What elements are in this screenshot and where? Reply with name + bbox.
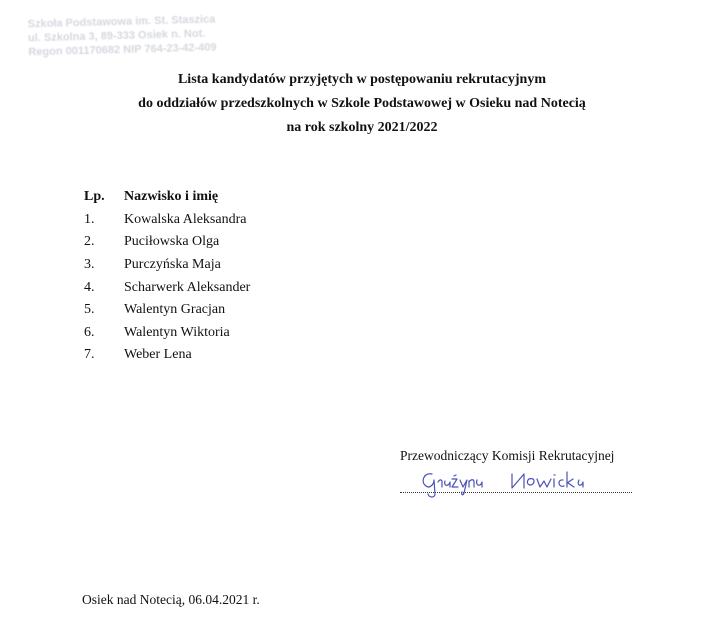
item-name: Puciłowska Olga bbox=[124, 234, 220, 250]
list-item bbox=[84, 344, 250, 367]
item-name: Kowalska Aleksandra bbox=[124, 211, 247, 227]
header-name: Nazwisko i imię bbox=[124, 189, 219, 205]
item-number: 3. bbox=[84, 257, 95, 273]
list-item bbox=[84, 322, 250, 345]
stamp-line: Szkoła Podstawowa im. St. Staszica bbox=[27, 13, 216, 31]
stamp-line: Regon 001170682 NIP 764-23-42-409 bbox=[28, 41, 217, 59]
list-item bbox=[84, 299, 250, 322]
item-number: 4. bbox=[84, 279, 95, 295]
handwritten-signature bbox=[418, 466, 598, 500]
item-number: 6. bbox=[84, 324, 95, 340]
place-and-date: Osiek nad Notecią, 06.04.2021 r. bbox=[82, 592, 260, 607]
list-item bbox=[84, 231, 250, 254]
stamp-line: ul. Szkolna 3, 89-333 Osiek n. Not. bbox=[27, 27, 206, 45]
list-item bbox=[84, 276, 250, 299]
item-name: Walentyn Wiktoria bbox=[124, 324, 230, 340]
candidate-list bbox=[84, 186, 250, 367]
title-line: Lista kandydatów przyjętych w postępowaniu rekrutacyjnym bbox=[177, 72, 547, 87]
header-number: Lp. bbox=[84, 189, 105, 205]
item-number: 7. bbox=[84, 347, 95, 363]
signature-caption: Przewodniczący Komisji Rekrutacyjnej bbox=[400, 448, 615, 463]
item-number: 2. bbox=[84, 234, 95, 250]
title-line: do oddziałów przedszkolnych w Szkole Podstawowej w Osieku nad Notecią bbox=[138, 96, 586, 111]
document-title bbox=[0, 68, 724, 140]
item-number: 5. bbox=[84, 302, 95, 318]
signature-block bbox=[400, 448, 632, 493]
list-item bbox=[84, 209, 250, 232]
item-name: Weber Lena bbox=[124, 347, 192, 363]
signature-line bbox=[400, 472, 632, 493]
item-number: 1. bbox=[84, 211, 95, 227]
list-item bbox=[84, 254, 250, 277]
title-line: na rok szkolny 2021/2022 bbox=[286, 120, 438, 135]
school-stamp bbox=[27, 11, 288, 60]
item-name: Scharwerk Aleksander bbox=[124, 279, 251, 295]
list-header bbox=[84, 186, 250, 209]
item-name: Walentyn Gracjan bbox=[124, 302, 226, 318]
item-name: Purczyńska Maja bbox=[124, 257, 221, 273]
